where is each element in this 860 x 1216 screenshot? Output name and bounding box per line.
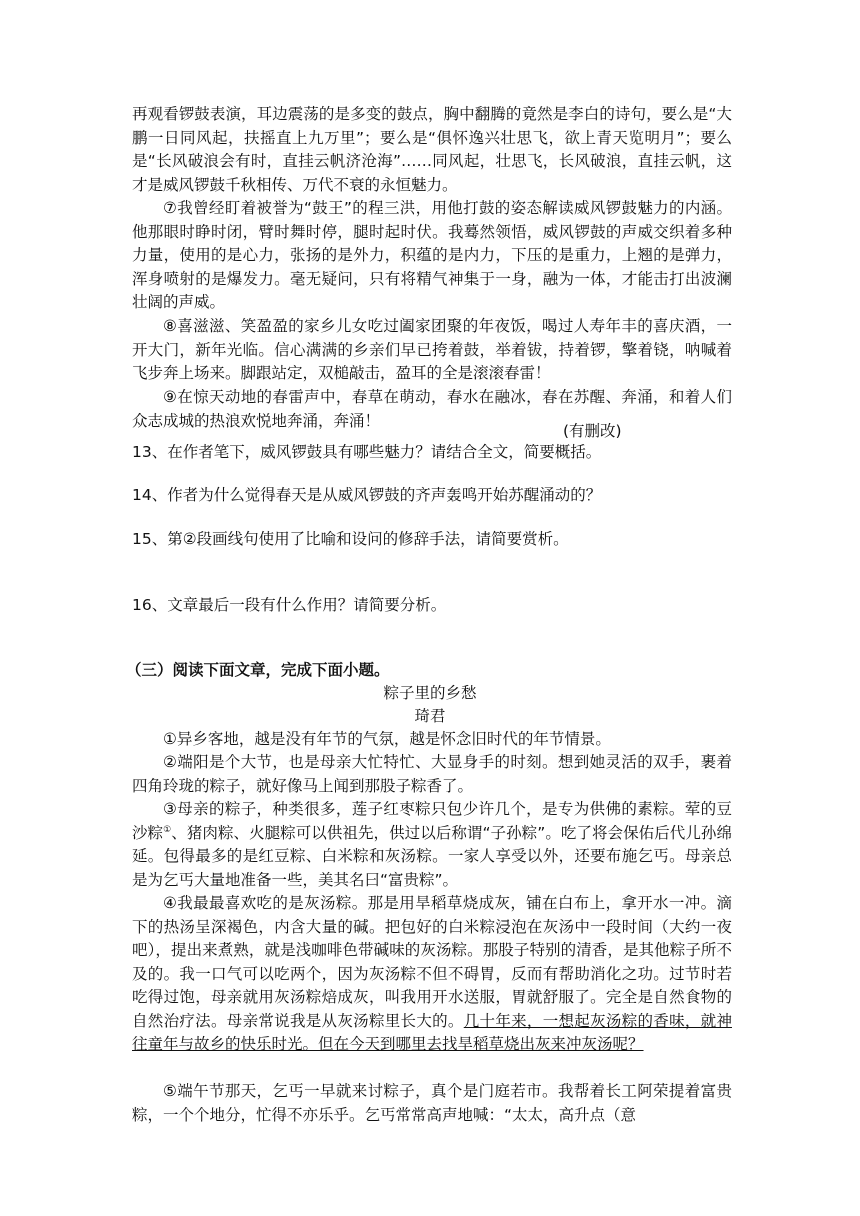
question-13: 13、在作者笔下，威风锣鼓具有哪些魅力？请结合全文，简要概括。 xyxy=(132,443,602,461)
article-paragraph-5: ⑤端午节那天，乞丐一早就来讨粽子，真个是门庭若市。我帮着长工阿荣提着富贵粽，一个个地分，忙得不亦乐乎。乞丐常常高声地喊：“太太，高升点（意 xyxy=(132,1082,732,1124)
article-author: 琦君 xyxy=(414,707,446,725)
article-paragraph-1: ①异乡客地，越是没有年节的气氛，越是怀念旧时代的年节情景。 xyxy=(163,730,611,748)
section-3-heading: （三）阅读下面文章，完成下面小题。 xyxy=(126,661,390,679)
question-16: 16、文章最后一段有什么作用？请简要分析。 xyxy=(132,596,447,614)
paragraph-4-text: ④我最最喜欢吃的是灰汤粽。那是用旱稻草烧成灰，铺在白布上，拿开水一冲。滴下的热汤呈深褐色，内含大量的碱。把包好的白米粽浸泡在灰汤中一段时间（大约一夜吧），提出来煮熟，就是浅咖啡色带碱味的灰汤粽。那股子特别的清香，是其他粽子所不及的。我一口气可以吃两个，因为灰汤粽不但不碍胃，反而有帮助消化之功。过节时若吃得过饱，母亲就用灰汤粽焙成灰，叫我用开水送服，胃就舒服了。完全是自然食物的自然治疗法。母亲常说我是从灰汤粽里长大的。 xyxy=(132,894,732,1030)
underlined-sentence: 几十年来，一想起灰汤粽的香味，就神往童年与故乡的快乐时光。但在今天到哪里去找旱稻草烧出灰来冲灰汤呢？ xyxy=(132,1011,732,1053)
paragraph-3-text-a: ③母亲的粽子，种类很多，莲子红枣粽只包少许几个，是专为供佛的素粽。荤的豆沙粽 xyxy=(132,800,732,842)
article-paragraph-2: ②端阳是个大节，也是母亲大忙特忙、大显身手的时刻。想到她灵活的双手，裹着四角玲珑的粽子，就好像马上闻到那股子粽香了。 xyxy=(132,753,732,795)
paragraph-8: ⑧喜滋滋、笑盈盈的家乡儿女吃过阖家团聚的年夜饭，喝过人寿年丰的喜庆酒，一开大门，新年光临。信心满满的乡亲们早已挎着鼓，举着钹，持着锣，擎着铙，呐喊着飞步奔上场来。脚跟站定，双槌敲击，盈耳的全是滚滚春雷！ xyxy=(132,317,732,382)
article-paragraph-4 xyxy=(132,892,732,1057)
source-note: (有删改) xyxy=(563,422,622,440)
paragraph-3-text-b: 、猪肉粽、火腿粽可以供祖先，供过以后称谓“子孙粽”。吃了将会保佑后代儿孙绵延。包得最多的是红豆粽、白米粽和灰汤粽。一家人享受以外，还要布施乞丐。母亲总是为乞丐大量地准备一些，美其名曰“富贵粽”。 xyxy=(132,823,732,889)
paragraph-7: ⑦我曾经盯着被誉为“鼓王”的程三洪，用他打鼓的姿态解读威风锣鼓魅力的内涵。他那眼时睁时闭，臂时舞时停，腿时起时伏。我蓦然领悟，威风锣鼓的声威交织着多种力量，使用的是心力，张扬的是外力，积蕴的是内力，下压的是重力，上翘的是弹力，浑身喷射的是爆发力。毫无疑问，只有将精气神集于一身，融为一体，才能击打出波澜壮阔的声威。 xyxy=(132,199,732,311)
paragraph-9: ⑨在惊天动地的春雷声中，春草在萌动，春水在融冰，春在苏醒、奔涌，和着人们众志成城的热浪欢悦地奔涌，奔涌！ xyxy=(132,388,732,430)
article-paragraph-3 xyxy=(132,798,732,892)
question-15: 15、第②段画线句使用了比喻和设问的修辞手法，请简要赏析。 xyxy=(132,530,569,548)
paragraph-6-tail: 再观看锣鼓表演，耳边震荡的是多变的鼓点，胸中翻腾的竟然是李白的诗句，要么是“大鹏一日同风起，扶摇直上九万里”；要么是“俱怀逸兴壮思飞，欲上青天览明月”；要么是“长风破浪会有时，直挂云帆济沧海”……同风起，壮思飞，长风破浪，直挂云帆，这才是威风锣鼓千秋相传、万代不衰的永恒魅力。 xyxy=(132,105,732,194)
footnote-marker: ① xyxy=(163,824,172,835)
question-14: 14、作者为什么觉得春天是从威风锣鼓的齐声轰鸣开始苏醒涌动的？ xyxy=(132,486,602,504)
article-title: 粽子里的乡愁 xyxy=(383,684,477,702)
